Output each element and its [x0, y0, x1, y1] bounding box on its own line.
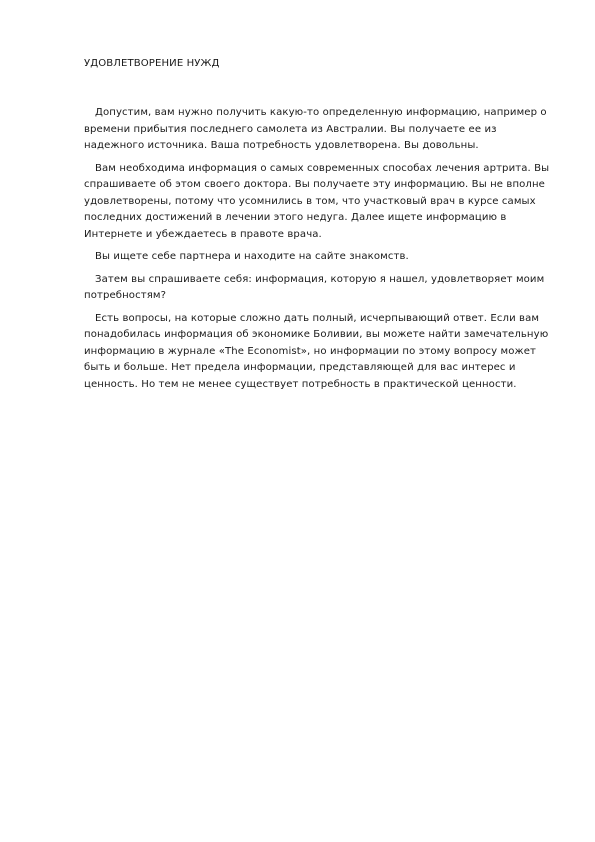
paragraph-1: Допустим, вам нужно получить какую-то определенную информацию, например о времени прибытия последнего самолета из Австралии. Вы получаете ее из надежного источника. Ваша потребность удовлетворена. Вы довольны.: [84, 107, 547, 151]
document-title: УДОВЛЕТВОРЕНИЕ НУЖД: [84, 58, 220, 69]
paragraph-2: Вам необходима информация о самых современных способах лечения артрита. Вы спрашиваете об этом своего доктора. Вы получаете эту информацию. Вы не вполне удовлетворены, потому что усомнились в том, что участковый врач в курсе самых последних достижений в лечении этого недуга. Далее ищете информацию в Интернете и убеждаетесь в правоте врача.: [84, 162, 550, 240]
paragraph-5: Есть вопросы, на которые сложно дать полный, исчерпывающий ответ. Если вам понадобилась информация об экономике Боливии, вы можете найти замечательную информацию в журнале «The Economist», но информации по этому вопросу может быть и больше. Нет предела информации, представляющей для вас интерес и ценность. Но тем не менее существует потребность в практической ценности.: [84, 312, 549, 390]
document-body: [84, 57, 552, 399]
paragraph-4: Затем вы спрашиваете себя: информация, которую я нашел, удовлетворяет моим потребностям?: [84, 273, 545, 301]
paragraph-3: Вы ищете себе партнера и находите на сайте знакомств.: [95, 251, 409, 262]
